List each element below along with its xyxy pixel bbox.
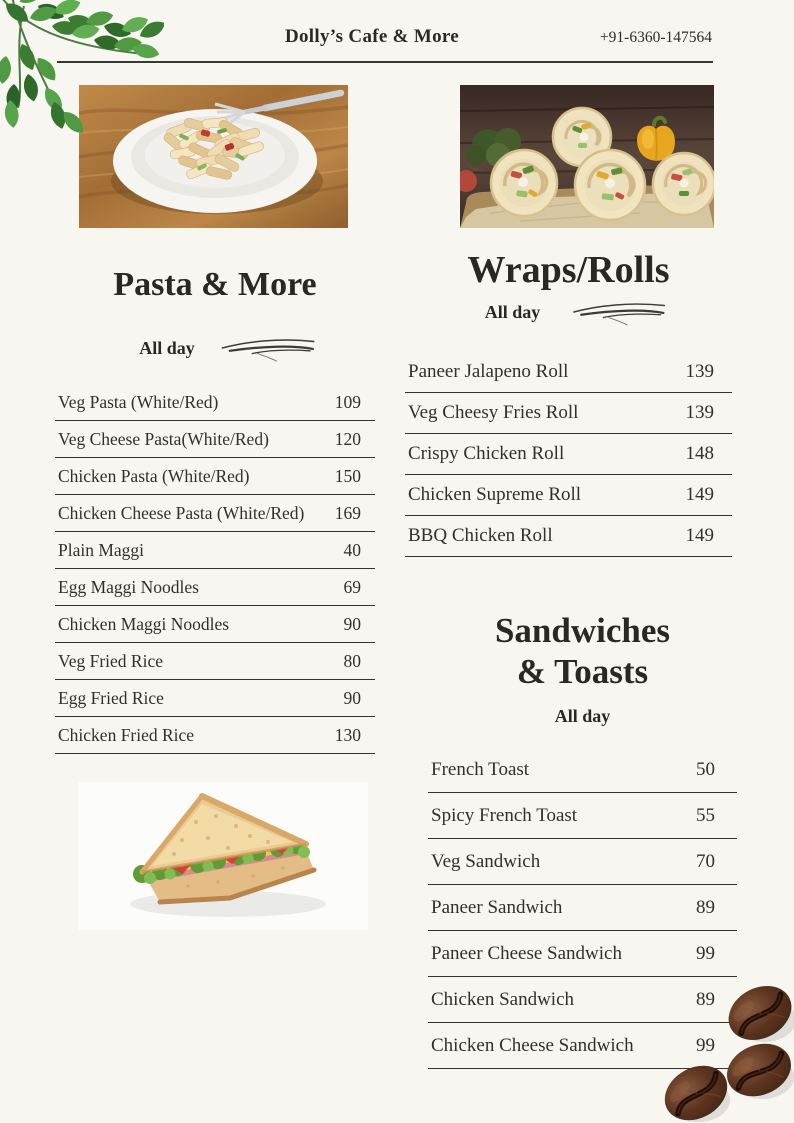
item-price: 130 (334, 725, 361, 745)
squiggle-icon (219, 334, 319, 362)
item-price: 149 (685, 484, 714, 505)
menu-row (55, 532, 375, 569)
menu-row (405, 352, 732, 393)
item-price: 55 (696, 804, 715, 826)
item-price: 89 (696, 988, 715, 1010)
item-name: Paneer Sandwich (431, 896, 563, 918)
menu-row (405, 434, 732, 475)
item-name: Veg Sandwich (431, 850, 541, 872)
item-name: Chicken Supreme Roll (408, 484, 582, 505)
item-name: Egg Fried Rice (58, 688, 164, 708)
item-price: 89 (696, 896, 715, 918)
section-pasta-and-more (55, 266, 375, 754)
section-title (428, 610, 737, 692)
all-day-text: All day (554, 706, 611, 726)
section-title: Pasta & More (113, 266, 317, 303)
all-day-text: All day (484, 301, 541, 322)
menu-row (428, 839, 737, 885)
section-wraps-rolls (405, 248, 732, 557)
section-title-line2: & Toasts (516, 652, 649, 691)
menu-row (428, 885, 737, 931)
section-title-line1: Sandwiches (494, 611, 671, 650)
availability-label (69, 334, 389, 362)
item-name: Egg Maggi Noodles (58, 577, 199, 597)
item-name: Chicken Maggi Noodles (58, 614, 230, 634)
coffee-beans-icon (628, 958, 794, 1123)
item-price: 148 (685, 443, 714, 464)
all-day-text: All day (139, 337, 195, 358)
item-name: Chicken Cheese Pasta (White/Red) (58, 503, 305, 523)
item-name: Paneer Cheese Sandwich (431, 942, 622, 964)
item-price: 99 (696, 942, 715, 964)
item-price: 139 (685, 361, 714, 382)
item-name: Spicy French Toast (431, 804, 578, 826)
item-price: 69 (343, 577, 361, 597)
phone-number: +91-6360-147564 (599, 29, 712, 46)
menu-row (55, 680, 375, 717)
item-price: 40 (343, 540, 361, 560)
wraps-photo (460, 85, 714, 228)
item-name: Chicken Pasta (White/Red) (58, 466, 250, 486)
leaves-decoration-icon (0, 0, 164, 176)
item-name: Veg Cheesy Fries Roll (408, 402, 579, 423)
menu-row (428, 793, 737, 839)
item-name: Veg Cheese Pasta(White/Red) (58, 429, 269, 449)
item-name: Paneer Jalapeno Roll (408, 361, 569, 382)
item-price: 109 (334, 392, 361, 412)
menu-row (405, 475, 732, 516)
menu-row (55, 495, 375, 532)
item-name: Veg Pasta (White/Red) (58, 392, 219, 412)
squiggle-icon (572, 298, 668, 326)
item-price: 150 (334, 466, 361, 486)
item-price: 169 (334, 503, 361, 523)
item-name: Plain Maggi (58, 540, 145, 560)
menu-row (55, 717, 375, 754)
menu-table-pasta (55, 384, 375, 754)
item-name: Chicken Cheese Sandwich (431, 1034, 634, 1056)
menu-row (55, 384, 375, 421)
item-name: Chicken Sandwich (431, 988, 575, 1010)
item-name: Veg Fried Rice (58, 651, 163, 671)
menu-row (55, 643, 375, 680)
sandwich-photo (78, 782, 368, 930)
item-price: 139 (685, 402, 714, 423)
item-price: 90 (343, 688, 361, 708)
availability-label (413, 298, 740, 326)
menu-row (55, 458, 375, 495)
menu-row (55, 569, 375, 606)
item-price: 99 (696, 1034, 715, 1056)
item-price: 50 (696, 758, 715, 780)
menu-row (55, 606, 375, 643)
item-price: 120 (334, 429, 361, 449)
item-price: 70 (696, 850, 715, 872)
item-price: 149 (685, 525, 714, 546)
menu-row (428, 747, 737, 793)
cafe-title: Dolly’s Cafe & More (284, 26, 459, 47)
menu-row (405, 516, 732, 557)
menu-table-wraps (405, 352, 732, 557)
menu-row (405, 393, 732, 434)
availability-label (428, 706, 737, 727)
item-name: BBQ Chicken Roll (408, 525, 553, 546)
section-title: Wraps/Rolls (467, 249, 670, 291)
item-name: Crispy Chicken Roll (408, 443, 565, 464)
item-name: French Toast (431, 758, 530, 780)
menu-row (55, 421, 375, 458)
item-price: 90 (343, 614, 361, 634)
item-name: Chicken Fried Rice (58, 725, 195, 745)
item-price: 80 (343, 651, 361, 671)
